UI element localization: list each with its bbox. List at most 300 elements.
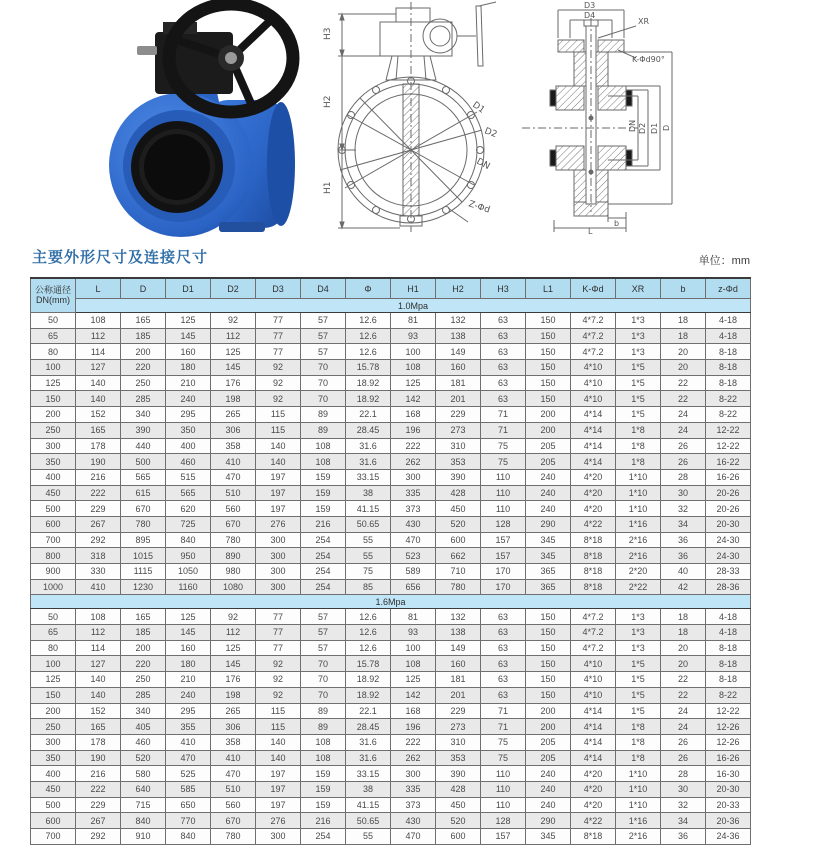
table-cell: 65: [31, 625, 76, 641]
table-cell: 150: [526, 360, 571, 376]
table-cell: 205: [526, 454, 571, 470]
table-cell: 300: [256, 532, 301, 548]
column-header: XR: [616, 278, 661, 299]
table-cell: 8-18: [706, 344, 751, 360]
table-cell: 273: [436, 719, 481, 735]
table-cell: 132: [436, 313, 481, 329]
table-cell: 350: [31, 750, 76, 766]
table-row: [31, 501, 751, 517]
table-cell: 20-30: [706, 516, 751, 532]
table-cell: 115: [256, 703, 301, 719]
table-cell: 300: [256, 829, 301, 845]
table-cell: 160: [166, 344, 211, 360]
table-cell: 1*5: [616, 672, 661, 688]
column-header: L1: [526, 278, 571, 299]
column-header: K-Φd: [571, 278, 616, 299]
table-cell: 725: [166, 516, 211, 532]
table-cell: 8*18: [571, 564, 616, 580]
table-cell: 335: [391, 485, 436, 501]
table-cell: 92: [256, 391, 301, 407]
table-cell: 34: [661, 813, 706, 829]
table-cell: 240: [526, 766, 571, 782]
table-cell: 300: [256, 548, 301, 564]
table-cell: 267: [76, 813, 121, 829]
table-cell: 93: [391, 625, 436, 641]
table-cell: 285: [121, 687, 166, 703]
table-cell: 110: [481, 797, 526, 813]
table-cell: 80: [31, 344, 76, 360]
table-cell: 114: [76, 344, 121, 360]
table-cell: 254: [301, 532, 346, 548]
table-cell: 450: [31, 485, 76, 501]
table-row: [31, 438, 751, 454]
table-cell: 1*5: [616, 407, 661, 423]
table-cell: 700: [31, 532, 76, 548]
table-cell: 510: [211, 485, 256, 501]
table-cell: 240: [526, 797, 571, 813]
table-cell: 22: [661, 687, 706, 703]
table-cell: 4*14: [571, 407, 616, 423]
table-cell: 159: [301, 781, 346, 797]
table-cell: 33.15: [346, 469, 391, 485]
table-cell: 4*20: [571, 485, 616, 501]
table-cell: 500: [31, 797, 76, 813]
table-cell: 1015: [121, 548, 166, 564]
table-cell: 50.65: [346, 516, 391, 532]
table-cell: 178: [76, 734, 121, 750]
table-cell: 1*5: [616, 375, 661, 391]
table-cell: 93: [391, 328, 436, 344]
table-cell: 350: [166, 422, 211, 438]
table-cell: 250: [31, 422, 76, 438]
table-cell: 250: [121, 375, 166, 391]
table-cell: 176: [211, 672, 256, 688]
table-cell: 198: [211, 391, 256, 407]
table-cell: 523: [391, 548, 436, 564]
table-cell: 780: [211, 532, 256, 548]
table-cell: 30: [661, 485, 706, 501]
table-cell: 560: [211, 797, 256, 813]
table-cell: 200: [31, 703, 76, 719]
table-row: [31, 609, 751, 625]
table-row: [31, 672, 751, 688]
table-cell: 31.6: [346, 454, 391, 470]
table-cell: 780: [211, 829, 256, 845]
table-cell: 185: [121, 328, 166, 344]
table-cell: 565: [166, 485, 211, 501]
table-cell: 4*10: [571, 656, 616, 672]
dim-label-dn: DN: [474, 156, 492, 173]
table-cell: 138: [436, 328, 481, 344]
table-cell: 157: [481, 532, 526, 548]
table-cell: 33.15: [346, 766, 391, 782]
table-cell: 22.1: [346, 407, 391, 423]
table-cell: 8-18: [706, 360, 751, 376]
table-cell: 16-26: [706, 750, 751, 766]
table-cell: 89: [301, 719, 346, 735]
valve-photo: [103, 0, 311, 234]
table-cell: 410: [211, 750, 256, 766]
table-cell: 89: [301, 703, 346, 719]
table-cell: 108: [76, 313, 121, 329]
table-cell: 895: [121, 532, 166, 548]
column-header: b: [661, 278, 706, 299]
table-cell: 31.6: [346, 734, 391, 750]
table-cell: 112: [76, 328, 121, 344]
table-cell: 254: [301, 579, 346, 595]
table-cell: 292: [76, 532, 121, 548]
table-cell: 32: [661, 797, 706, 813]
table-cell: 500: [121, 454, 166, 470]
table-cell: 4*14: [571, 719, 616, 735]
table-cell: 4*10: [571, 672, 616, 688]
table-cell: 176: [211, 375, 256, 391]
table-cell: 600: [436, 829, 481, 845]
table-cell: 145: [211, 360, 256, 376]
table-cell: 1*5: [616, 391, 661, 407]
table-cell: 70: [301, 656, 346, 672]
table-cell: 2*16: [616, 829, 661, 845]
table-cell: 89: [301, 407, 346, 423]
table-cell: 4*10: [571, 687, 616, 703]
table-cell: 8-18: [706, 640, 751, 656]
table-cell: 450: [436, 797, 481, 813]
table-cell: 77: [256, 344, 301, 360]
table-cell: 28-36: [706, 579, 751, 595]
table-cell: 63: [481, 375, 526, 391]
table-cell: 71: [481, 407, 526, 423]
dim-label-b: b: [614, 219, 620, 228]
table-cell: 290: [526, 813, 571, 829]
table-cell: 138: [436, 625, 481, 641]
table-cell: 20: [661, 360, 706, 376]
table-cell: 8*18: [571, 829, 616, 845]
table-cell: 92: [211, 609, 256, 625]
table-cell: 63: [481, 609, 526, 625]
table-cell: 670: [121, 501, 166, 517]
table-cell: 300: [391, 469, 436, 485]
table-row: [31, 344, 751, 360]
table-cell: 656: [391, 579, 436, 595]
table-row: [31, 687, 751, 703]
table-cell: 780: [121, 516, 166, 532]
table-cell: 440: [121, 438, 166, 454]
table-cell: 180: [166, 360, 211, 376]
table-cell: 55: [346, 829, 391, 845]
table-cell: 28-33: [706, 564, 751, 580]
table-cell: 20: [661, 656, 706, 672]
table-cell: 1*16: [616, 813, 661, 829]
table-cell: 170: [481, 579, 526, 595]
table-cell: 145: [166, 328, 211, 344]
table-cell: 350: [31, 454, 76, 470]
table-cell: 262: [391, 454, 436, 470]
column-header: D: [121, 278, 166, 299]
table-row: [31, 391, 751, 407]
table-cell: 16-26: [706, 469, 751, 485]
table-cell: 150: [31, 391, 76, 407]
table-cell: 110: [481, 766, 526, 782]
table-cell: 57: [301, 328, 346, 344]
table-cell: 216: [76, 469, 121, 485]
table-cell: 77: [256, 609, 301, 625]
table-cell: 700: [31, 829, 76, 845]
table-cell: 8-22: [706, 407, 751, 423]
table-cell: 1*5: [616, 703, 661, 719]
table-cell: 81: [391, 609, 436, 625]
table-cell: 8*18: [571, 532, 616, 548]
table-cell: 615: [121, 485, 166, 501]
table-cell: 373: [391, 797, 436, 813]
table-row: [31, 829, 751, 845]
table-cell: 125: [391, 375, 436, 391]
table-row: [31, 813, 751, 829]
table-row: [31, 485, 751, 501]
table-cell: 318: [76, 548, 121, 564]
dim-label-d1-sect: D1: [650, 122, 659, 134]
table-cell: 840: [121, 813, 166, 829]
dim-label-d2: D2: [482, 126, 499, 141]
table-cell: 165: [121, 609, 166, 625]
table-cell: 8*18: [571, 579, 616, 595]
table-cell: 127: [76, 360, 121, 376]
table-cell: 210: [166, 375, 211, 391]
table-row: [31, 407, 751, 423]
table-cell: 1050: [166, 564, 211, 580]
table-cell: 159: [301, 469, 346, 485]
table-cell: 24-30: [706, 548, 751, 564]
table-cell: 222: [76, 781, 121, 797]
column-header: L: [76, 278, 121, 299]
table-cell: 89: [301, 422, 346, 438]
table-cell: 4*7.2: [571, 328, 616, 344]
table-cell: 525: [166, 766, 211, 782]
table-cell: 150: [526, 375, 571, 391]
table-cell: 100: [391, 640, 436, 656]
table-cell: 108: [391, 360, 436, 376]
table-cell: 142: [391, 687, 436, 703]
table-cell: 55: [346, 532, 391, 548]
table-cell: 310: [436, 438, 481, 454]
table-cell: 22: [661, 672, 706, 688]
table-cell: 100: [31, 656, 76, 672]
table-cell: 290: [526, 516, 571, 532]
table-cell: 8*18: [571, 548, 616, 564]
table-cell: 12-22: [706, 422, 751, 438]
table-cell: 71: [481, 422, 526, 438]
table-cell: 140: [76, 391, 121, 407]
table-cell: 4*20: [571, 501, 616, 517]
table-cell: 197: [256, 469, 301, 485]
table-cell: 295: [166, 703, 211, 719]
table-cell: 159: [301, 766, 346, 782]
table-cell: 112: [211, 328, 256, 344]
table-row: [31, 703, 751, 719]
table-cell: 1*8: [616, 734, 661, 750]
table-cell: 340: [121, 407, 166, 423]
table-cell: 100: [391, 344, 436, 360]
table-cell: 152: [76, 407, 121, 423]
table-cell: 28: [661, 469, 706, 485]
table-cell: 200: [526, 719, 571, 735]
table-cell: 1*10: [616, 797, 661, 813]
table-cell: 353: [436, 454, 481, 470]
table-cell: 4*7.2: [571, 313, 616, 329]
table-cell: 365: [526, 564, 571, 580]
table-cell: 36: [661, 829, 706, 845]
table-cell: 18: [661, 609, 706, 625]
table-cell: 4*7.2: [571, 640, 616, 656]
table-cell: 63: [481, 656, 526, 672]
table-cell: 1*5: [616, 687, 661, 703]
table-cell: 38: [346, 485, 391, 501]
table-cell: 2*22: [616, 579, 661, 595]
table-cell: 77: [256, 625, 301, 641]
table-cell: 200: [121, 640, 166, 656]
table-cell: 196: [391, 422, 436, 438]
table-cell: 8-18: [706, 375, 751, 391]
table-cell: 63: [481, 328, 526, 344]
table-cell: 185: [121, 625, 166, 641]
column-header: D4: [301, 278, 346, 299]
table-cell: 4*10: [571, 360, 616, 376]
table-cell: 190: [76, 750, 121, 766]
table-cell: 240: [166, 687, 211, 703]
table-cell: 4*22: [571, 516, 616, 532]
dimension-table: [30, 277, 751, 845]
table-row: [31, 313, 751, 329]
table-cell: 16-22: [706, 454, 751, 470]
table-cell: 65: [31, 328, 76, 344]
table-cell: 1*5: [616, 656, 661, 672]
table-cell: 24: [661, 703, 706, 719]
table-cell: 115: [256, 422, 301, 438]
table-cell: 108: [301, 750, 346, 766]
dim-label-d3: D3: [584, 1, 596, 10]
table-cell: 22: [661, 391, 706, 407]
table-cell: 200: [526, 703, 571, 719]
table-cell: 460: [166, 454, 211, 470]
table-cell: 85: [346, 579, 391, 595]
table-cell: 4*14: [571, 734, 616, 750]
table-cell: 240: [526, 781, 571, 797]
table-cell: 650: [166, 797, 211, 813]
table-cell: 70: [301, 360, 346, 376]
table-cell: 20-26: [706, 501, 751, 517]
table-cell: 31.6: [346, 438, 391, 454]
table-cell: 20-33: [706, 797, 751, 813]
table-cell: 24-36: [706, 829, 751, 845]
table-cell: 75: [481, 438, 526, 454]
table-cell: 1*10: [616, 501, 661, 517]
table-cell: 26: [661, 454, 706, 470]
table-cell: 145: [166, 625, 211, 641]
valve-photo-image: [103, 0, 311, 234]
table-cell: 470: [391, 532, 436, 548]
table-cell: 12-26: [706, 719, 751, 735]
table-cell: 28.45: [346, 422, 391, 438]
table-cell: 12.6: [346, 313, 391, 329]
table-cell: 159: [301, 797, 346, 813]
table-row: [31, 656, 751, 672]
table-cell: 70: [301, 672, 346, 688]
table-cell: 2*16: [616, 532, 661, 548]
table-cell: 220: [121, 360, 166, 376]
table-cell: 140: [76, 672, 121, 688]
dim-label-d1: D1: [470, 100, 487, 116]
table-cell: 108: [301, 734, 346, 750]
table-row: [31, 734, 751, 750]
table-row: [31, 719, 751, 735]
table-cell: 265: [211, 407, 256, 423]
table-cell: 1*8: [616, 438, 661, 454]
table-cell: 20-26: [706, 485, 751, 501]
table-cell: 662: [436, 548, 481, 564]
table-cell: 1*3: [616, 313, 661, 329]
table-cell: 41.15: [346, 797, 391, 813]
section-view-image: [518, 0, 686, 234]
table-cell: 585: [166, 781, 211, 797]
section-view-drawing: [518, 0, 686, 234]
table-cell: 510: [211, 781, 256, 797]
table-cell: 55: [346, 548, 391, 564]
table-row: [31, 781, 751, 797]
table-cell: 1*8: [616, 422, 661, 438]
table-row: [31, 532, 751, 548]
table-cell: 198: [211, 687, 256, 703]
table-cell: 150: [31, 687, 76, 703]
table-cell: 400: [31, 469, 76, 485]
table-cell: 1*8: [616, 719, 661, 735]
table-cell: 150: [526, 609, 571, 625]
table-cell: 1*10: [616, 766, 661, 782]
table-cell: 15.78: [346, 656, 391, 672]
table-cell: 1080: [211, 579, 256, 595]
table-cell: 149: [436, 640, 481, 656]
column-header: D1: [166, 278, 211, 299]
table-cell: 205: [526, 438, 571, 454]
table-cell: 365: [526, 579, 571, 595]
table-cell: 110: [481, 485, 526, 501]
table-cell: 92: [256, 360, 301, 376]
table-cell: 240: [166, 391, 211, 407]
table-cell: 150: [526, 328, 571, 344]
table-cell: 20: [661, 640, 706, 656]
table-cell: 24: [661, 407, 706, 423]
table-cell: 390: [436, 469, 481, 485]
table-cell: 205: [526, 750, 571, 766]
table-cell: 77: [256, 313, 301, 329]
figure-strip: [0, 0, 815, 240]
table-cell: 450: [436, 501, 481, 517]
table-cell: 222: [76, 485, 121, 501]
front-view-image: [300, 0, 522, 234]
table-cell: 300: [256, 579, 301, 595]
table-cell: 216: [301, 813, 346, 829]
table-cell: 140: [256, 734, 301, 750]
table-cell: 229: [436, 407, 481, 423]
table-cell: 222: [391, 438, 436, 454]
column-header: z-Φd: [706, 278, 751, 299]
table-cell: 220: [121, 656, 166, 672]
table-cell: 890: [211, 548, 256, 564]
table-cell: 8-22: [706, 391, 751, 407]
table-cell: 410: [211, 454, 256, 470]
table-cell: 190: [76, 454, 121, 470]
table-cell: 75: [481, 454, 526, 470]
table-cell: 12-22: [706, 703, 751, 719]
table-row: [31, 422, 751, 438]
